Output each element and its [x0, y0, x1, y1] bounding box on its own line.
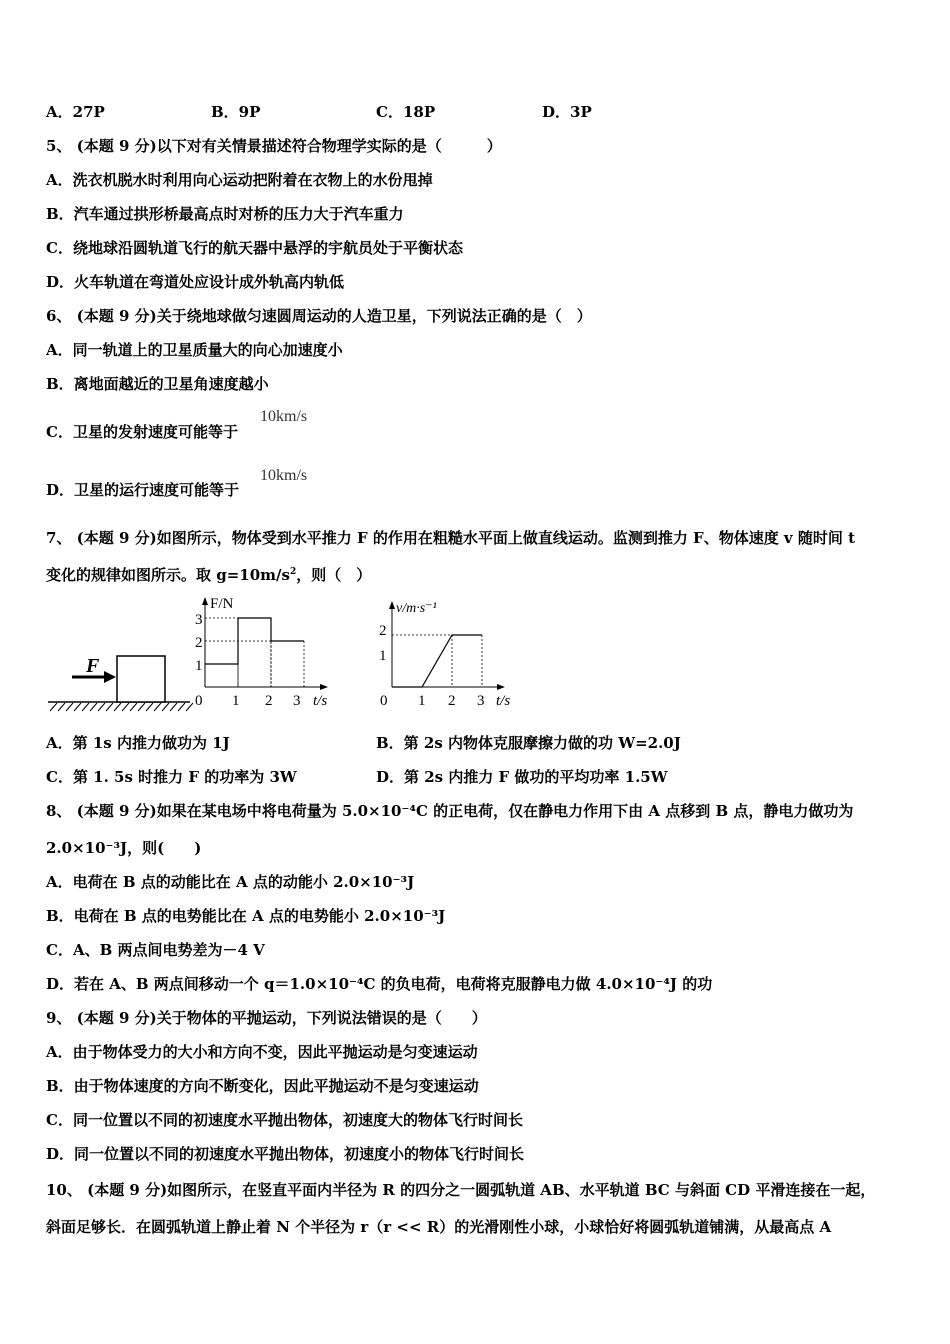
hatch-mark — [66, 703, 73, 711]
hatch-mark — [170, 703, 177, 711]
hatch-mark — [122, 703, 129, 711]
q9-option-b: B．由于物体速度的方向不断变化，因此平抛运动不是匀变速运动 — [46, 1077, 479, 1095]
q7-option-a: A．第 1s 内推力做功为 1J — [46, 734, 230, 752]
q7-options-row1 — [46, 733, 906, 753]
chart1-ytick-2: 2 — [195, 635, 203, 651]
q5-option-d: D．火车轨道在弯道处应设计成外轨高内轨低 — [46, 273, 345, 291]
chart2-series-line — [392, 635, 482, 687]
chart1-ytick-1: 1 — [195, 658, 203, 674]
q5-option-b: B．汽车通过拱形桥最高点时对桥的压力大于汽车重力 — [46, 205, 404, 223]
q5-option-c: C．绕地球沿圆轨道飞行的航天器中悬浮的宇航员处于平衡状态 — [46, 239, 463, 257]
hatch-mark — [114, 703, 121, 711]
chart2-xtick-0: 0 — [380, 693, 388, 709]
hatch-mark — [58, 703, 65, 711]
q8-option-b: B．电荷在 B 点的电势能比在 A 点的电势能小 2.0×10⁻³J — [46, 907, 446, 925]
q8-option-c: C．A、B 两点间电势差为－4 V — [46, 941, 265, 959]
chart2-ytick-1: 1 — [379, 648, 387, 664]
q7-option-c: C．第 1. 5s 时推力 F 的功率为 3W — [46, 768, 297, 786]
force-arrow-head — [104, 671, 116, 683]
chart2-xtick-3: 3 — [477, 693, 485, 709]
q9-stem: 9、 (本题 9 分)关于物体的平抛运动，下列说法错误的是（ ） — [46, 1009, 487, 1027]
q6-option-b: B．离地面越近的卫星角速度越小 — [46, 375, 269, 393]
q5-option-a: A．洗衣机脱水时利用向心运动把附着在衣物上的水份甩掉 — [46, 171, 433, 189]
hatch-mark — [50, 703, 57, 711]
q9-option-c: C．同一位置以不同的初速度水平抛出物体，初速度大的物体飞行时间长 — [46, 1111, 523, 1129]
chart2-x-arrow — [497, 684, 505, 690]
q4-option-a: A．27P — [46, 103, 105, 121]
block-rect — [117, 656, 165, 702]
q4-option-b: B．9P — [211, 103, 261, 121]
hatch-mark — [162, 703, 169, 711]
q6-option-c: C．卫星的发射速度可能等于 — [46, 423, 238, 441]
hatch-mark — [178, 703, 185, 711]
q10-stem-line1: 10、 (本题 9 分)如图所示，在竖直平面内半径为 R 的四分之一圆弧轨道 AB、水平轨道 BC 与斜面 CD 平滑连接在一起， — [46, 1181, 876, 1199]
hatch-mark — [186, 703, 193, 711]
chart2-ytick-2: 2 — [379, 623, 387, 639]
hatch-mark — [90, 703, 97, 711]
q10-stem-line2: 斜面足够长．在圆弧轨道上静止着 N 个半径为 r（r << R）的光滑刚性小球，小球恰好将圆弧轨道铺满，从最高点 A — [46, 1218, 832, 1236]
q6-option-d-unit: 10km/s — [260, 467, 308, 484]
q4-option-d: D．3P — [542, 103, 592, 121]
chart1-ytick-3: 3 — [195, 612, 203, 628]
q8-stem-line2: 2.0×10⁻³J，则( ) — [46, 839, 202, 857]
hatch-mark — [130, 703, 137, 711]
q6-stem: 6、 (本题 9 分)关于绕地球做匀速圆周运动的人造卫星，下列说法正确的是（ ） — [46, 307, 592, 325]
q4-option-c: C．18P — [376, 103, 436, 121]
q4-options — [46, 102, 906, 122]
q8-option-d: D．若在 A、B 两点间移动一个 q＝1.0×10⁻⁴C 的负电荷，电荷将克服静电力做 4.0×10⁻⁴J 的功 — [46, 975, 713, 993]
q6-option-a: A．同一轨道上的卫星质量大的向心加速度小 — [46, 341, 343, 359]
hatch-mark — [154, 703, 161, 711]
q7-stem-line2-pre: 变化的规律如图所示。取 g=10m/s — [46, 566, 290, 584]
hatch-mark — [74, 703, 81, 711]
hatch-mark — [106, 703, 113, 711]
q7-option-d: D．第 2s 内推力 F 做功的平均功率 1.5W — [376, 768, 668, 786]
ground-hatch — [50, 703, 193, 711]
q8-stem-line1: 8、 (本题 9 分)如果在某电场中将电荷量为 5.0×10⁻⁴C 的正电荷，仅在静电力作用下由 A 点移到 B 点，静电力做功为 — [46, 802, 854, 820]
q7-stem-line2 — [46, 565, 371, 585]
hatch-mark — [138, 703, 145, 711]
chart1-xlabel: t/s — [313, 693, 328, 709]
hatch-mark — [146, 703, 153, 711]
hatch-mark — [98, 703, 105, 711]
q7-options-row2 — [46, 767, 906, 787]
q7-stem-line2-post: ，则（ ） — [296, 566, 372, 584]
q9-option-d: D．同一位置以不同的初速度水平抛出物体，初速度小的物体飞行时间长 — [46, 1145, 525, 1163]
q7-option-b: B．第 2s 内物体克服摩擦力做的功 W=2.0J — [376, 734, 681, 752]
chart1-y-arrow — [202, 597, 208, 605]
chart1-xtick-2: 2 — [265, 693, 273, 709]
q5-stem: 5、 (本题 9 分)以下对有关情景描述符合物理学实际的是（ ） — [46, 137, 502, 155]
chart1-xtick-3: 3 — [293, 693, 301, 709]
velocity-chart — [379, 601, 510, 709]
chart1-gridlines — [205, 618, 304, 687]
block-diagram — [48, 655, 193, 711]
q9-option-a: A．由于物体受力的大小和方向不变，因此平抛运动是匀变速运动 — [46, 1043, 478, 1061]
chart2-ylabel: v/m·s⁻¹ — [396, 601, 437, 616]
force-chart — [195, 596, 328, 709]
chart2-y-arrow — [389, 601, 395, 609]
chart1-xtick-0: 0 — [195, 693, 203, 709]
chart1-ylabel: F/N — [210, 596, 234, 612]
q6-option-c-unit: 10km/s — [260, 408, 308, 425]
q8-option-a: A．电荷在 B 点的动能比在 A 点的动能小 2.0×10⁻³J — [46, 873, 415, 891]
chart2-xlabel: t/s — [496, 693, 511, 709]
q6-option-d: D．卫星的运行速度可能等于 — [46, 481, 240, 499]
q7-stem-line1: 7、 (本题 9 分)如图所示，物体受到水平推力 F 的作用在粗糙水平面上做直线运动。监测到推力 F、物体速度 v 随时间 t — [46, 529, 856, 547]
chart2-xtick-2: 2 — [448, 693, 456, 709]
hatch-mark — [82, 703, 89, 711]
q7-figure — [40, 592, 540, 716]
q7-stem-line2-sup: 2 — [289, 567, 297, 577]
force-label: F — [86, 655, 100, 677]
chart1-x-arrow — [320, 684, 328, 690]
chart1-xtick-1: 1 — [232, 693, 240, 709]
chart2-xtick-1: 1 — [418, 693, 426, 709]
